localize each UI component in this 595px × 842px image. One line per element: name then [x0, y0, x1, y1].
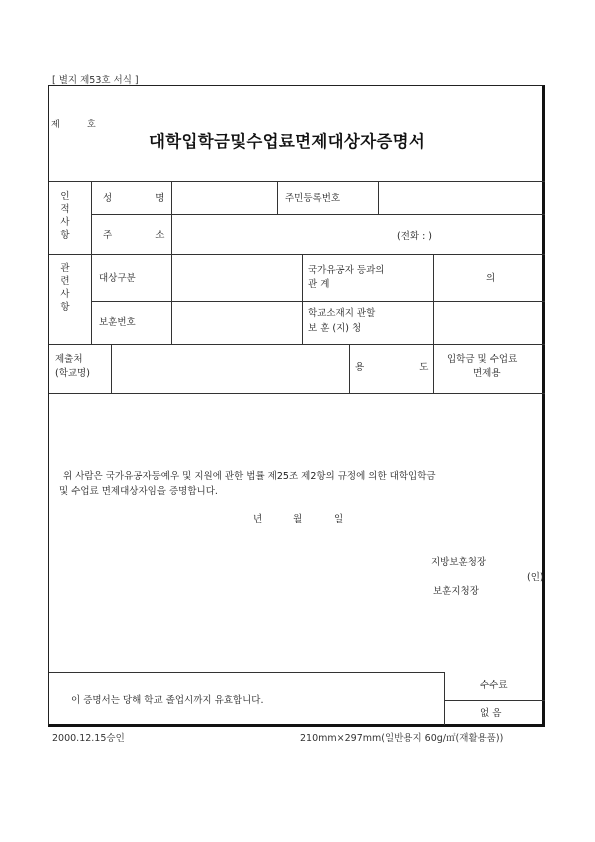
- issuer-regional-office: 지방보훈청장: [431, 557, 487, 568]
- certification-text-line-2: 및 수업료 면제대상자임을 증명합니다.: [59, 486, 218, 497]
- submit-label-1: 제출처: [55, 354, 83, 365]
- certification-text-line-1: 위 사람은 국가유공자등예우 및 지원에 관한 법률 제25조 제2항의 규정에 의한 대학입학금: [63, 471, 436, 482]
- purpose-value-1: 입학금 및 수업료: [447, 354, 518, 365]
- doc-number-je: 제: [51, 120, 60, 130]
- date-year-label: 년: [253, 514, 263, 525]
- merit-relation-value: 의: [486, 273, 496, 284]
- name-label: 성 명: [103, 193, 165, 204]
- paper-spec: 210mm×297mm(일반용지 60g/㎡(재활용품)): [300, 733, 504, 744]
- personal-section-label: 인적사항: [60, 191, 70, 241]
- validity-note: 이 증명서는 당해 학교 졸업시까지 유효합니다.: [71, 695, 264, 706]
- merit-relation-label-2: 관 계: [308, 279, 330, 290]
- fee-value: 없 음: [480, 708, 502, 719]
- date-month-label: 월: [293, 514, 303, 525]
- certificate-form: [48, 85, 545, 727]
- document-title: 대학입학금및수업료면제대상자증명서: [149, 132, 426, 151]
- rrn-label: 주민등록번호: [285, 193, 341, 204]
- office-label-1: 학교소재지 관할: [308, 308, 376, 319]
- purpose-value-2: 면제용: [473, 368, 501, 379]
- fee-label: 수수료: [480, 680, 508, 691]
- merit-relation-label-1: 국가유공자 등과의: [308, 265, 385, 276]
- submit-label-2: (학교명): [55, 368, 90, 379]
- form-number-label: [ 별지 제53호 서식 ]: [52, 75, 139, 86]
- phone-field: (전화 : ): [397, 231, 433, 242]
- approval-date: 2000.12.15승인: [52, 733, 125, 744]
- doc-number-ho: 호: [87, 120, 96, 130]
- office-label-2: 보 훈 (지) 청: [308, 323, 362, 334]
- address-label: 주 소: [103, 230, 165, 241]
- date-day-label: 일: [334, 514, 344, 525]
- target-type-label: 대상구분: [99, 273, 136, 284]
- purpose-label: 용 도: [355, 362, 429, 373]
- bohun-number-label: 보훈번호: [99, 317, 136, 328]
- issuer-branch-office: 보훈지청장: [433, 586, 479, 597]
- seal-mark: (인): [527, 572, 544, 583]
- relation-section-label: 관련사항: [60, 263, 70, 313]
